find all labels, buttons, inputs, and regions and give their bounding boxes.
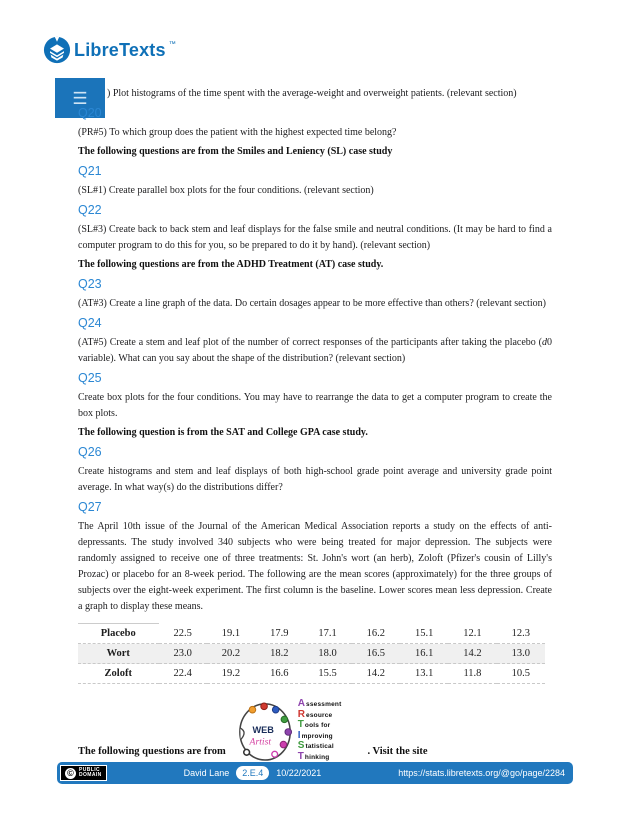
author-link[interactable]: David Lane [183, 768, 230, 778]
q27-text: The April 10th issue of the Journal of the American Medical Association reports a study on the effects of anti-depressants. The study involved 340 subjects who were being treated for major depression. The subjects were randomly assigned to receive one of three treatments: St. John's wort (an herb), Zoloft (Pfizer's cousin of Lilly's Prozac) or placebo for an 8-week period. The following are the mean scores (approximately) for the three groups of subjects over the eight-week experiment. The first column is the baseline. Lower scores mean less depression. Create a graph to display these means. [78, 521, 552, 612]
acronym-line [298, 751, 342, 762]
libretexts-logo[interactable] [43, 36, 176, 64]
acronym-line [298, 709, 342, 720]
acronym-word: hinking [304, 753, 330, 761]
svg-text:Artist: Artist [249, 736, 271, 748]
artist-palette-icon [236, 699, 296, 763]
mean-value-cell: 17.9 [270, 627, 289, 639]
acronym-letter: A [297, 698, 306, 709]
q25-heading: Q25 [78, 371, 102, 385]
mean-value-cell: 14.2 [366, 668, 386, 679]
mean-value-cell: 13.0 [511, 648, 530, 659]
q27-heading: Q27 [78, 500, 102, 514]
q21-text: (SL#1) Create parallel box plots for the four conditions. (relevant section) [78, 185, 374, 196]
q26-text: Create histograms and stem and leaf displays of both high-school grade point average and university grade point average. In what way(s) do the distributions differ? [78, 466, 552, 493]
note-smiles-leniency: The following questions are from the Smiles and Leniency (SL) case study [78, 146, 393, 157]
mean-value-cell: 12.1 [463, 627, 482, 639]
table-row-wort [78, 644, 545, 664]
row-label: Zoloft [104, 668, 132, 679]
acronym-word: esource [306, 711, 333, 719]
mean-value-cell: 13.1 [414, 668, 434, 679]
acronym-line [298, 719, 342, 730]
content [78, 86, 552, 763]
page-date: 10/22/2021 [276, 768, 322, 778]
mean-value-cell: 19.1 [221, 627, 241, 639]
mean-value-cell: 23.0 [173, 648, 192, 659]
mean-value-cell: 11.8 [463, 668, 482, 679]
acronym-letter: T [297, 719, 304, 730]
q24-text [78, 335, 552, 367]
q22-text: (SL#3) Create back to back stem and leaf displays for the false smile and neutral conditions. (It may be hard to find a computer program to do this for you, so be prepared to do it by hand). (relevant section) [78, 224, 552, 251]
mean-value-cell: 15.1 [414, 627, 434, 639]
note-adhd: The following questions are from the ADHD Treatment (AT) case study. [78, 259, 384, 270]
acronym-line [298, 698, 342, 709]
brand-name: LibreTexts [74, 39, 166, 60]
acronym-word: ssessment [306, 701, 342, 708]
acronym-word: mproving [301, 732, 333, 740]
intro-line: ) Plot histograms of the time spent with the average-weight and overweight patients. (relevant section) [107, 88, 517, 99]
mean-value-cell: 16.2 [366, 627, 386, 639]
page-badge[interactable]: 2.E.4 [236, 766, 269, 780]
mean-value-cell: 20.2 [221, 648, 241, 659]
q24-text-pre: (AT#5) Create a stem and leaf plot of the number of correct responses of the participants after taking the placebo ( [78, 337, 542, 348]
means-table [78, 623, 545, 684]
acronym-letter: R [297, 708, 306, 720]
acronym-letter: T [297, 750, 304, 762]
hamburger-icon: ☰ [72, 88, 88, 108]
mean-value-cell: 22.4 [173, 668, 192, 679]
q23-heading: Q23 [78, 277, 102, 291]
artist-section [78, 698, 552, 763]
artist-logo [236, 698, 342, 763]
svg-text:WEB: WEB [252, 724, 274, 735]
q21-heading: Q21 [78, 164, 102, 178]
q22-heading: Q22 [78, 203, 102, 217]
q23-text: (AT#3) Create a line graph of the data. Do certain dosages appear to be more effective than others? (relevant section) [78, 298, 546, 309]
acronym-letter: S [297, 740, 305, 751]
acronym-line [298, 740, 342, 751]
q26-heading: Q26 [78, 445, 102, 459]
acronym-word: ools for [304, 722, 331, 729]
mean-value-cell: 18.0 [318, 648, 337, 659]
artist-acronym [298, 698, 342, 763]
row-label: Wort [106, 648, 130, 659]
public-domain-badge[interactable] [60, 765, 107, 781]
libretexts-logo-icon [43, 36, 71, 64]
row-label: Placebo [78, 624, 159, 644]
public-domain-label: PUBLIC DOMAIN [79, 766, 102, 778]
public-domain-icon: © [65, 768, 76, 779]
q25-text: Create box plots for the four conditions. You may have to rearrange the data to get a computer program to create the box plots. [78, 392, 552, 419]
mean-value-cell: 16.5 [366, 648, 386, 659]
mean-value-cell: 15.5 [318, 668, 337, 679]
mean-value-cell: 22.5 [173, 627, 192, 639]
acronym-letter: I [297, 729, 301, 741]
mean-value-cell: 17.1 [318, 627, 337, 639]
q24-variable: d [542, 337, 547, 348]
mean-value-cell: 12.3 [511, 627, 530, 639]
caption-after: . Visit the site [367, 746, 428, 757]
q24-heading: Q24 [78, 316, 102, 330]
q20-text: (PR#5) To which group does the patient with the highest expected time belong? [78, 127, 397, 138]
mean-value-cell: 16.1 [414, 648, 434, 659]
note-sat-gpa: The following question is from the SAT and College GPA case study. [78, 427, 368, 438]
q24-text-post: 0 variable). What can you say about the shape of the distribution? (relevant section) [78, 337, 552, 364]
mean-value-cell: 14.2 [463, 648, 482, 659]
mean-value-cell: 10.5 [511, 668, 530, 679]
footer-center [107, 766, 399, 780]
q20-heading: Q20 [78, 106, 102, 120]
caption-before: The following questions are from [78, 746, 226, 757]
mean-value-cell: 18.2 [270, 648, 289, 659]
mean-value-cell: 16.6 [270, 668, 289, 679]
table-row-zoloft [78, 664, 545, 684]
acronym-word: tatistical [305, 743, 334, 750]
trademark: ™ [168, 40, 176, 48]
footer-bar [57, 762, 573, 784]
mean-value-cell: 19.2 [221, 668, 241, 679]
table-row-placebo [78, 624, 545, 644]
acronym-line [298, 730, 342, 741]
page-url[interactable]: https://stats.libretexts.org/@go/page/2284 [398, 768, 565, 778]
